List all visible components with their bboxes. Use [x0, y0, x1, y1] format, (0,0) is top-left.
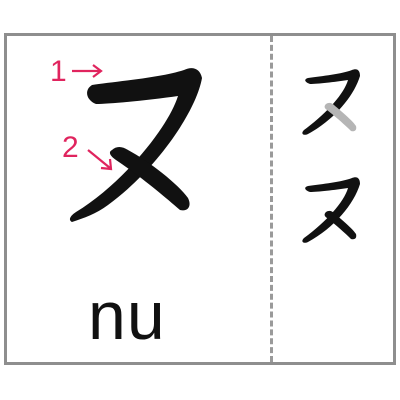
practice-example-1: [302, 69, 360, 135]
practice-example-2: [302, 177, 360, 243]
romaji-label: nu: [88, 278, 166, 354]
stroke-number-1: 1: [50, 55, 67, 88]
stroke-number-2: 2: [62, 131, 79, 164]
